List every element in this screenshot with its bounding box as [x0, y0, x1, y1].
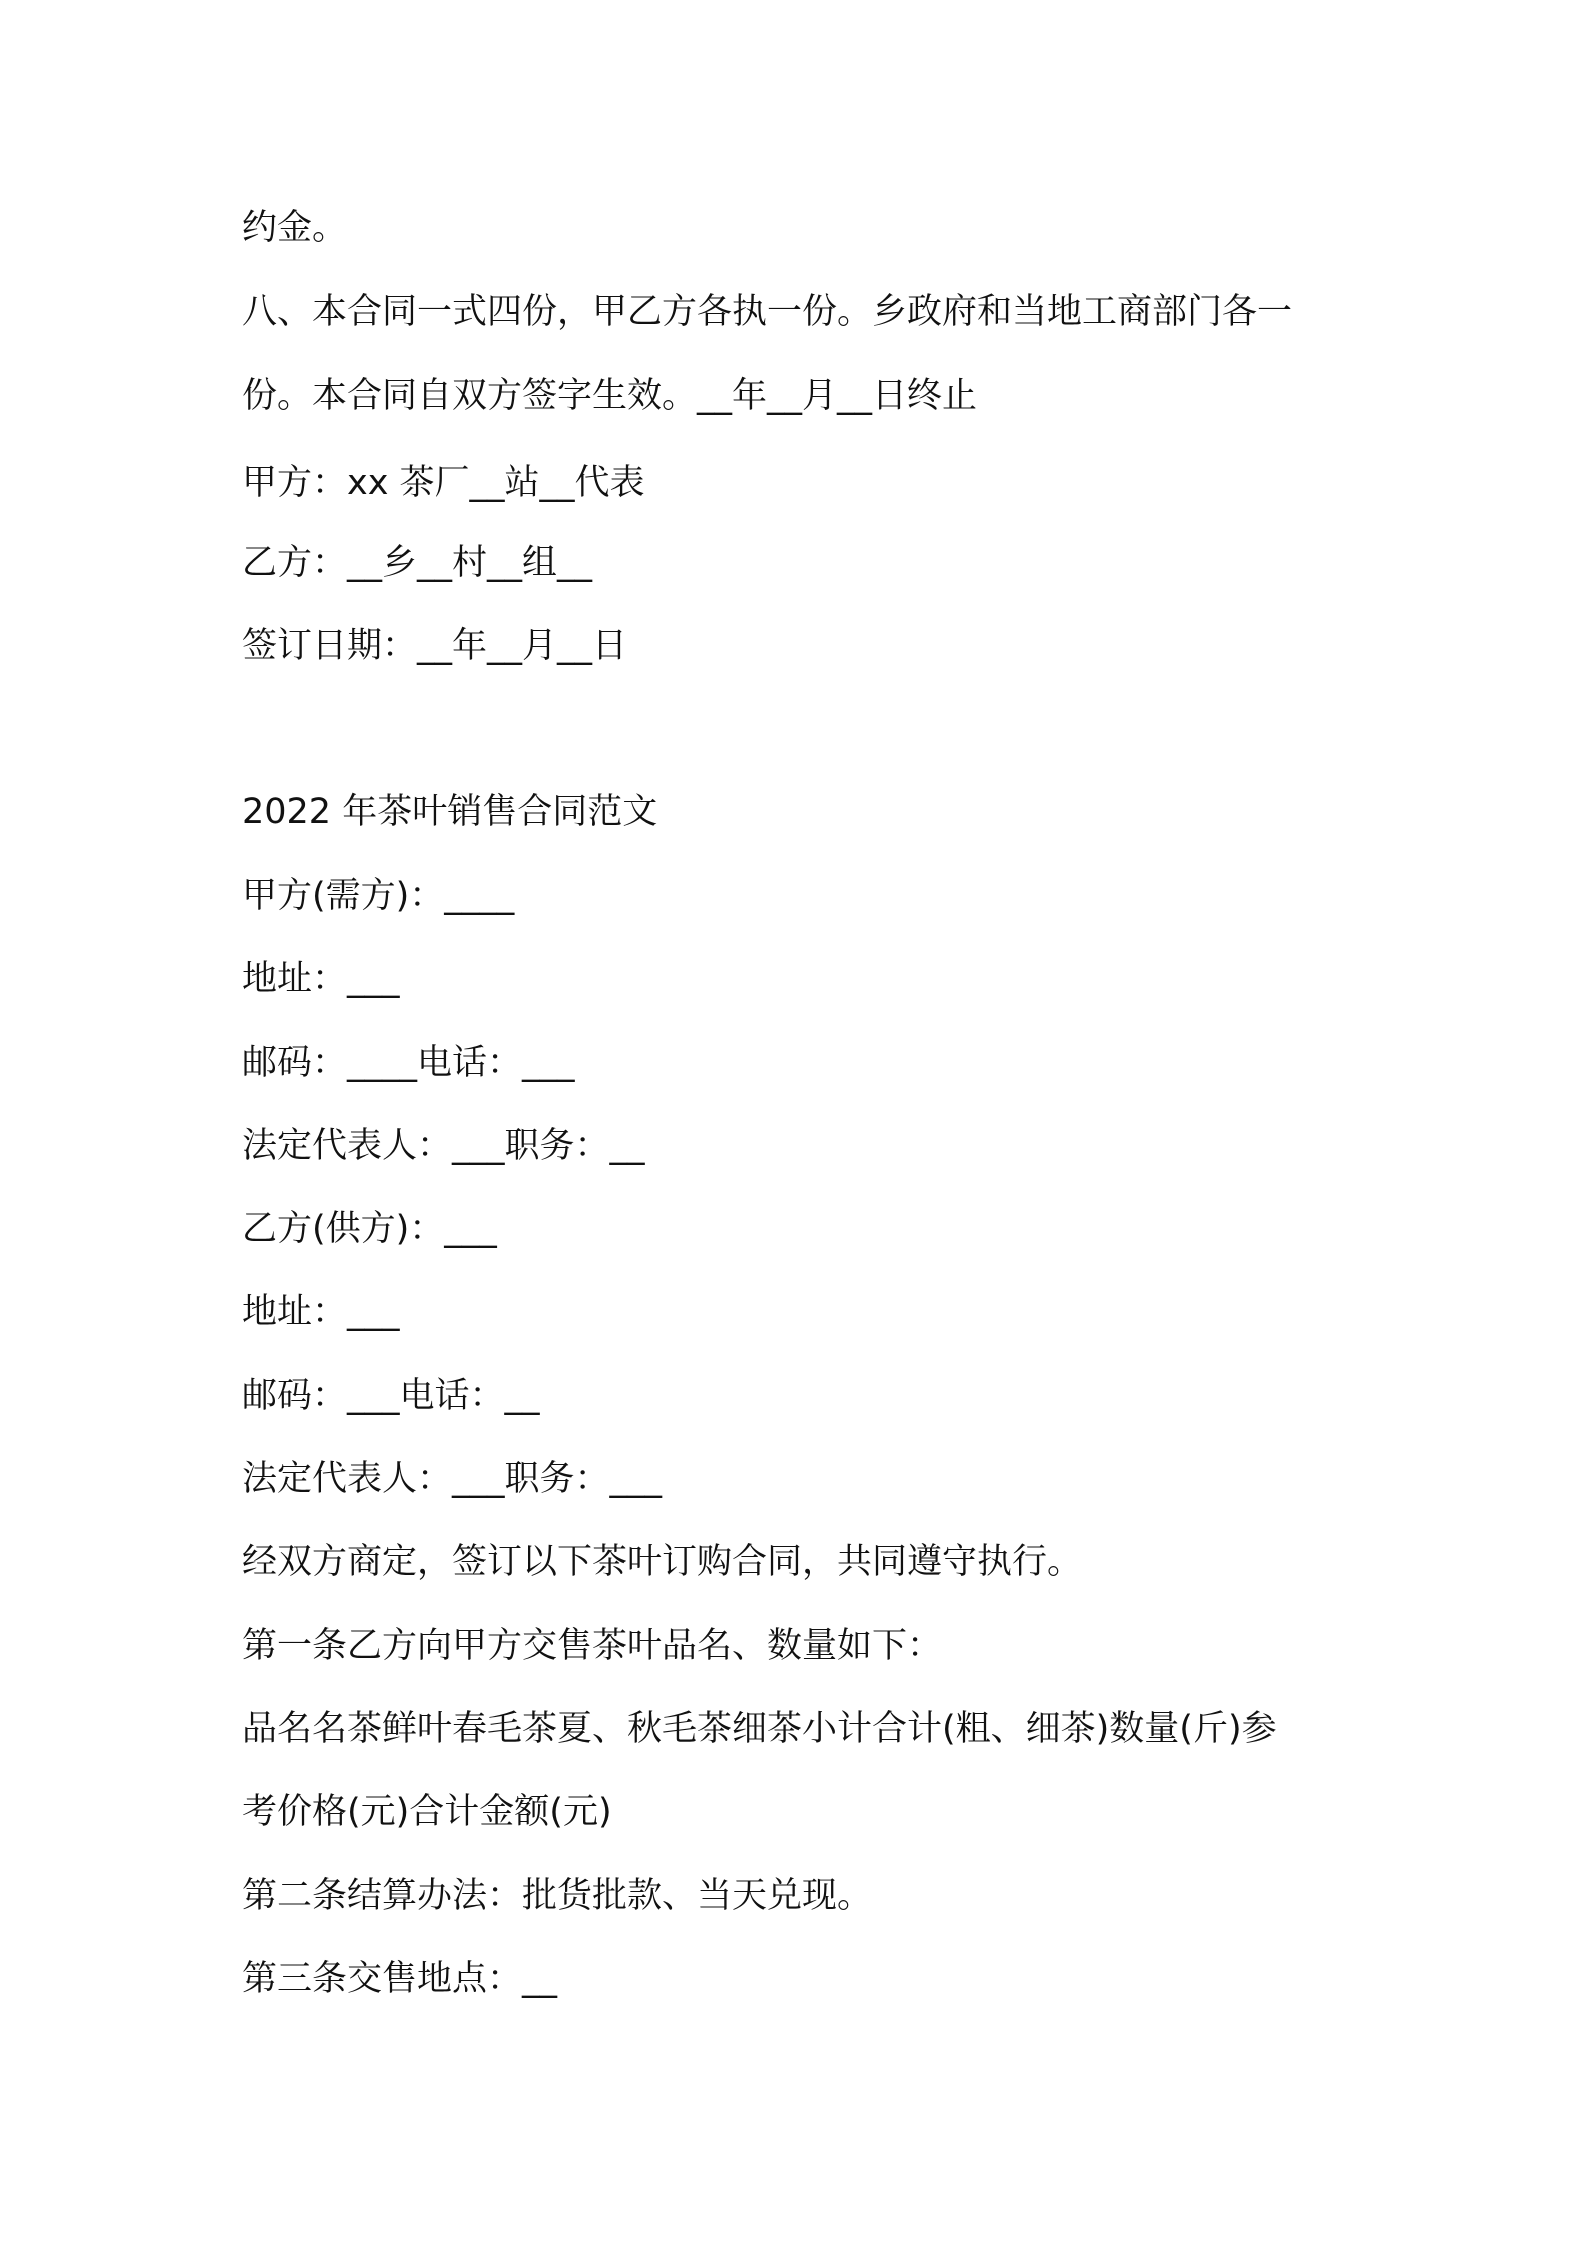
text-line: 甲方(需方)：____: [242, 876, 515, 916]
text-line: 八、本合同一式四份，甲乙方各执一份。乡政府和当地工商部门各一: [242, 292, 1293, 332]
text-line: 约金。: [242, 208, 348, 248]
text-line: 份。本合同自双方签字生效。__年__月__日终止: [242, 376, 978, 416]
text-line: 第三条交售地点：__: [242, 1959, 558, 1999]
text-line: 地址：___: [242, 959, 400, 999]
section-title: 2022 年茶叶销售合同范文: [242, 792, 658, 832]
text-line: 邮码：___电话：__: [242, 1376, 540, 1416]
text-line: 经双方商定，签订以下茶叶订购合同，共同遵守执行。: [242, 1542, 1083, 1582]
text-line: 第一条乙方向甲方交售茶叶品名、数量如下：: [242, 1626, 943, 1666]
text-line: 法定代表人：___职务：___: [242, 1459, 663, 1499]
text-line: 乙方(供方)：___: [242, 1209, 497, 1249]
text-line: 考价格(元)合计金额(元): [242, 1792, 612, 1832]
text-line: 品名名茶鲜叶春毛茶夏、秋毛茶细茶小计合计(粗、细茶)数量(斤)参: [242, 1709, 1277, 1749]
text-line: 乙方：__乡__村__组__: [242, 543, 593, 583]
text-line: 法定代表人：___职务：__: [242, 1126, 645, 1166]
text-line: 邮码：____电话：___: [242, 1043, 575, 1083]
text-line: 签订日期：__年__月__日: [242, 626, 628, 666]
text-line: 第二条结算办法：批货批款、当天兑现。: [242, 1876, 873, 1916]
text-line: 甲方：xx 茶厂__站__代表: [242, 463, 645, 503]
text-line: 地址：___: [242, 1292, 400, 1332]
